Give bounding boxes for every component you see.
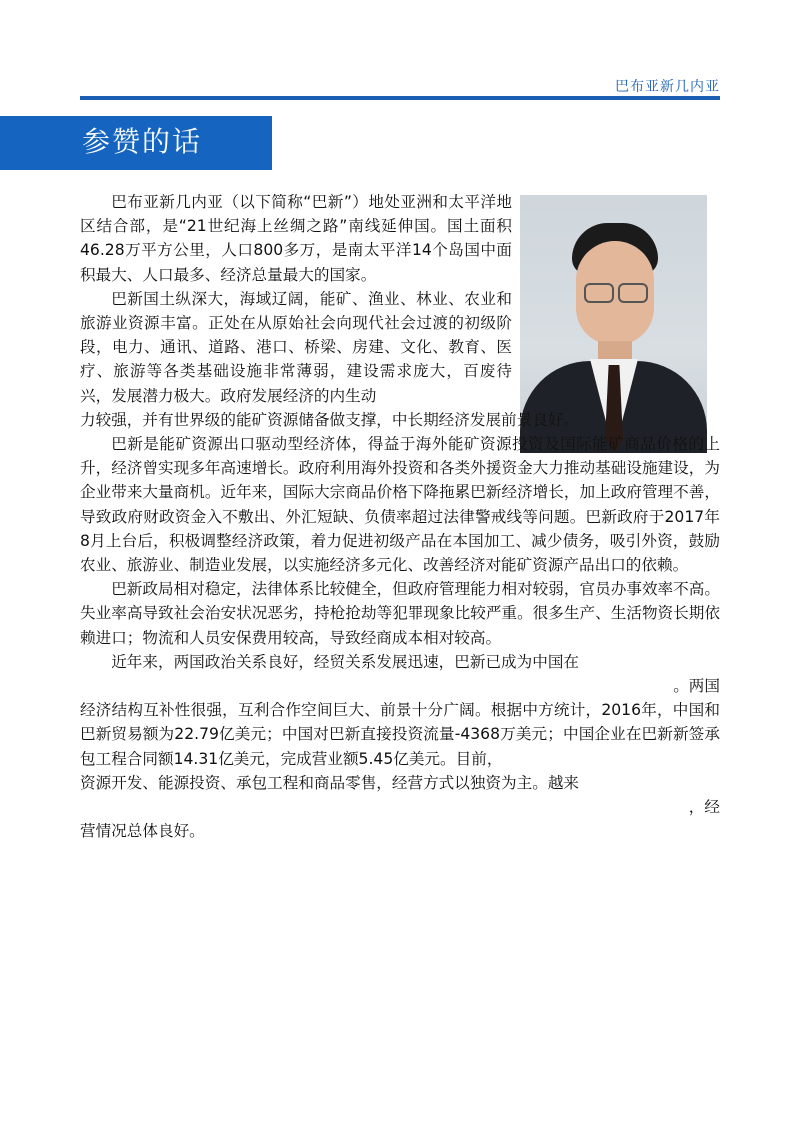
paragraph-5a: 近年来，两国政治关系良好，经贸关系发展迅速，巴新已成为中国在 [111,652,580,671]
page-title: 参赞的话 [82,125,203,158]
paragraph-2a: 巴新国土纵深大，海域辽阔，能矿、渔业、林业、农业和旅游业资源丰富。正处在从原始社会向现代社会过渡的初级阶段，电力、通讯、道路、港口、桥梁、房建、文化、教育、医疗、旅游等各类基础设施非常薄弱，建设需求庞大，百废待兴，发展潜力极大。政府发展经济的内生动 [80,289,512,405]
paragraph-4: 巴新政局相对稳定，法律体系比较健全，但政府管理能力相对较弱，官员办事效率不高。失业率高导致社会治安状况恶劣，持枪抢劫等犯罪现象比较严重。很多生产、生活物资长期依赖进口；物流和人员安保费用较高，导致经商成本相对较高。 [80,580,720,647]
header-rule [80,96,720,100]
paragraph-5c: 经济结构互补性很强，互利合作空间巨大、前景十分广阔。根据中方统计，2016年，中国和巴新贸易额为22.79亿美元；中国对巴新直接投资流量-4368万美元；中国企业在巴新新签承包工程合同额14.31亿美元，完成营业额5.45亿美元。目前， [80,701,720,768]
paragraph-5d: 资源开发、能源投资、承包工程和商品零售，经营方式以独资为主。越来 [80,773,580,792]
paragraph-3: 巴新是能矿资源出口驱动型经济体，得益于海外能矿资源投资及国际能矿商品价格的上升，经济曾实现多年高速增长。政府利用海外投资和各类外援资金大力推动基础设施建设，为企业带来大量商机。近年来，国际大宗商品价格下降拖累巴新经济增长，加上政府管理不善，导致政府财政资金入不敷出、外汇短缺、负债率超过法律警戒线等问题。巴新政府于2017年8月上台后，积极调整经济政策，着力促进初级产品在本国加工、减少债务，吸引外资，鼓励农业、旅游业、制造业发展，以实施经济多元化、改善经济对能矿资源产品出口的依赖。 [80,435,720,575]
paragraph-5b: 。两国 [673,677,720,696]
paragraph-2b: 力较强，并有世界级的能矿资源储备做支撑，中长期经济发展前景良好。 [80,410,580,429]
paragraph-5e: ，经 [688,798,720,817]
header-country-label: 巴布亚新几内亚 [615,79,720,95]
body-text [80,190,720,843]
paragraph-5f: 营情况总体良好。 [80,822,205,841]
paragraph-1: 巴布亚新几内亚（以下简称“巴新”）地处亚洲和太平洋地区结合部，是“21世纪海上丝绸之路”南线延伸国。国土面积46.28万平方公里，人口800多万，是南太平洋14个岛国中面积最大、人口最多、经济总量最大的国家。 [80,193,513,284]
